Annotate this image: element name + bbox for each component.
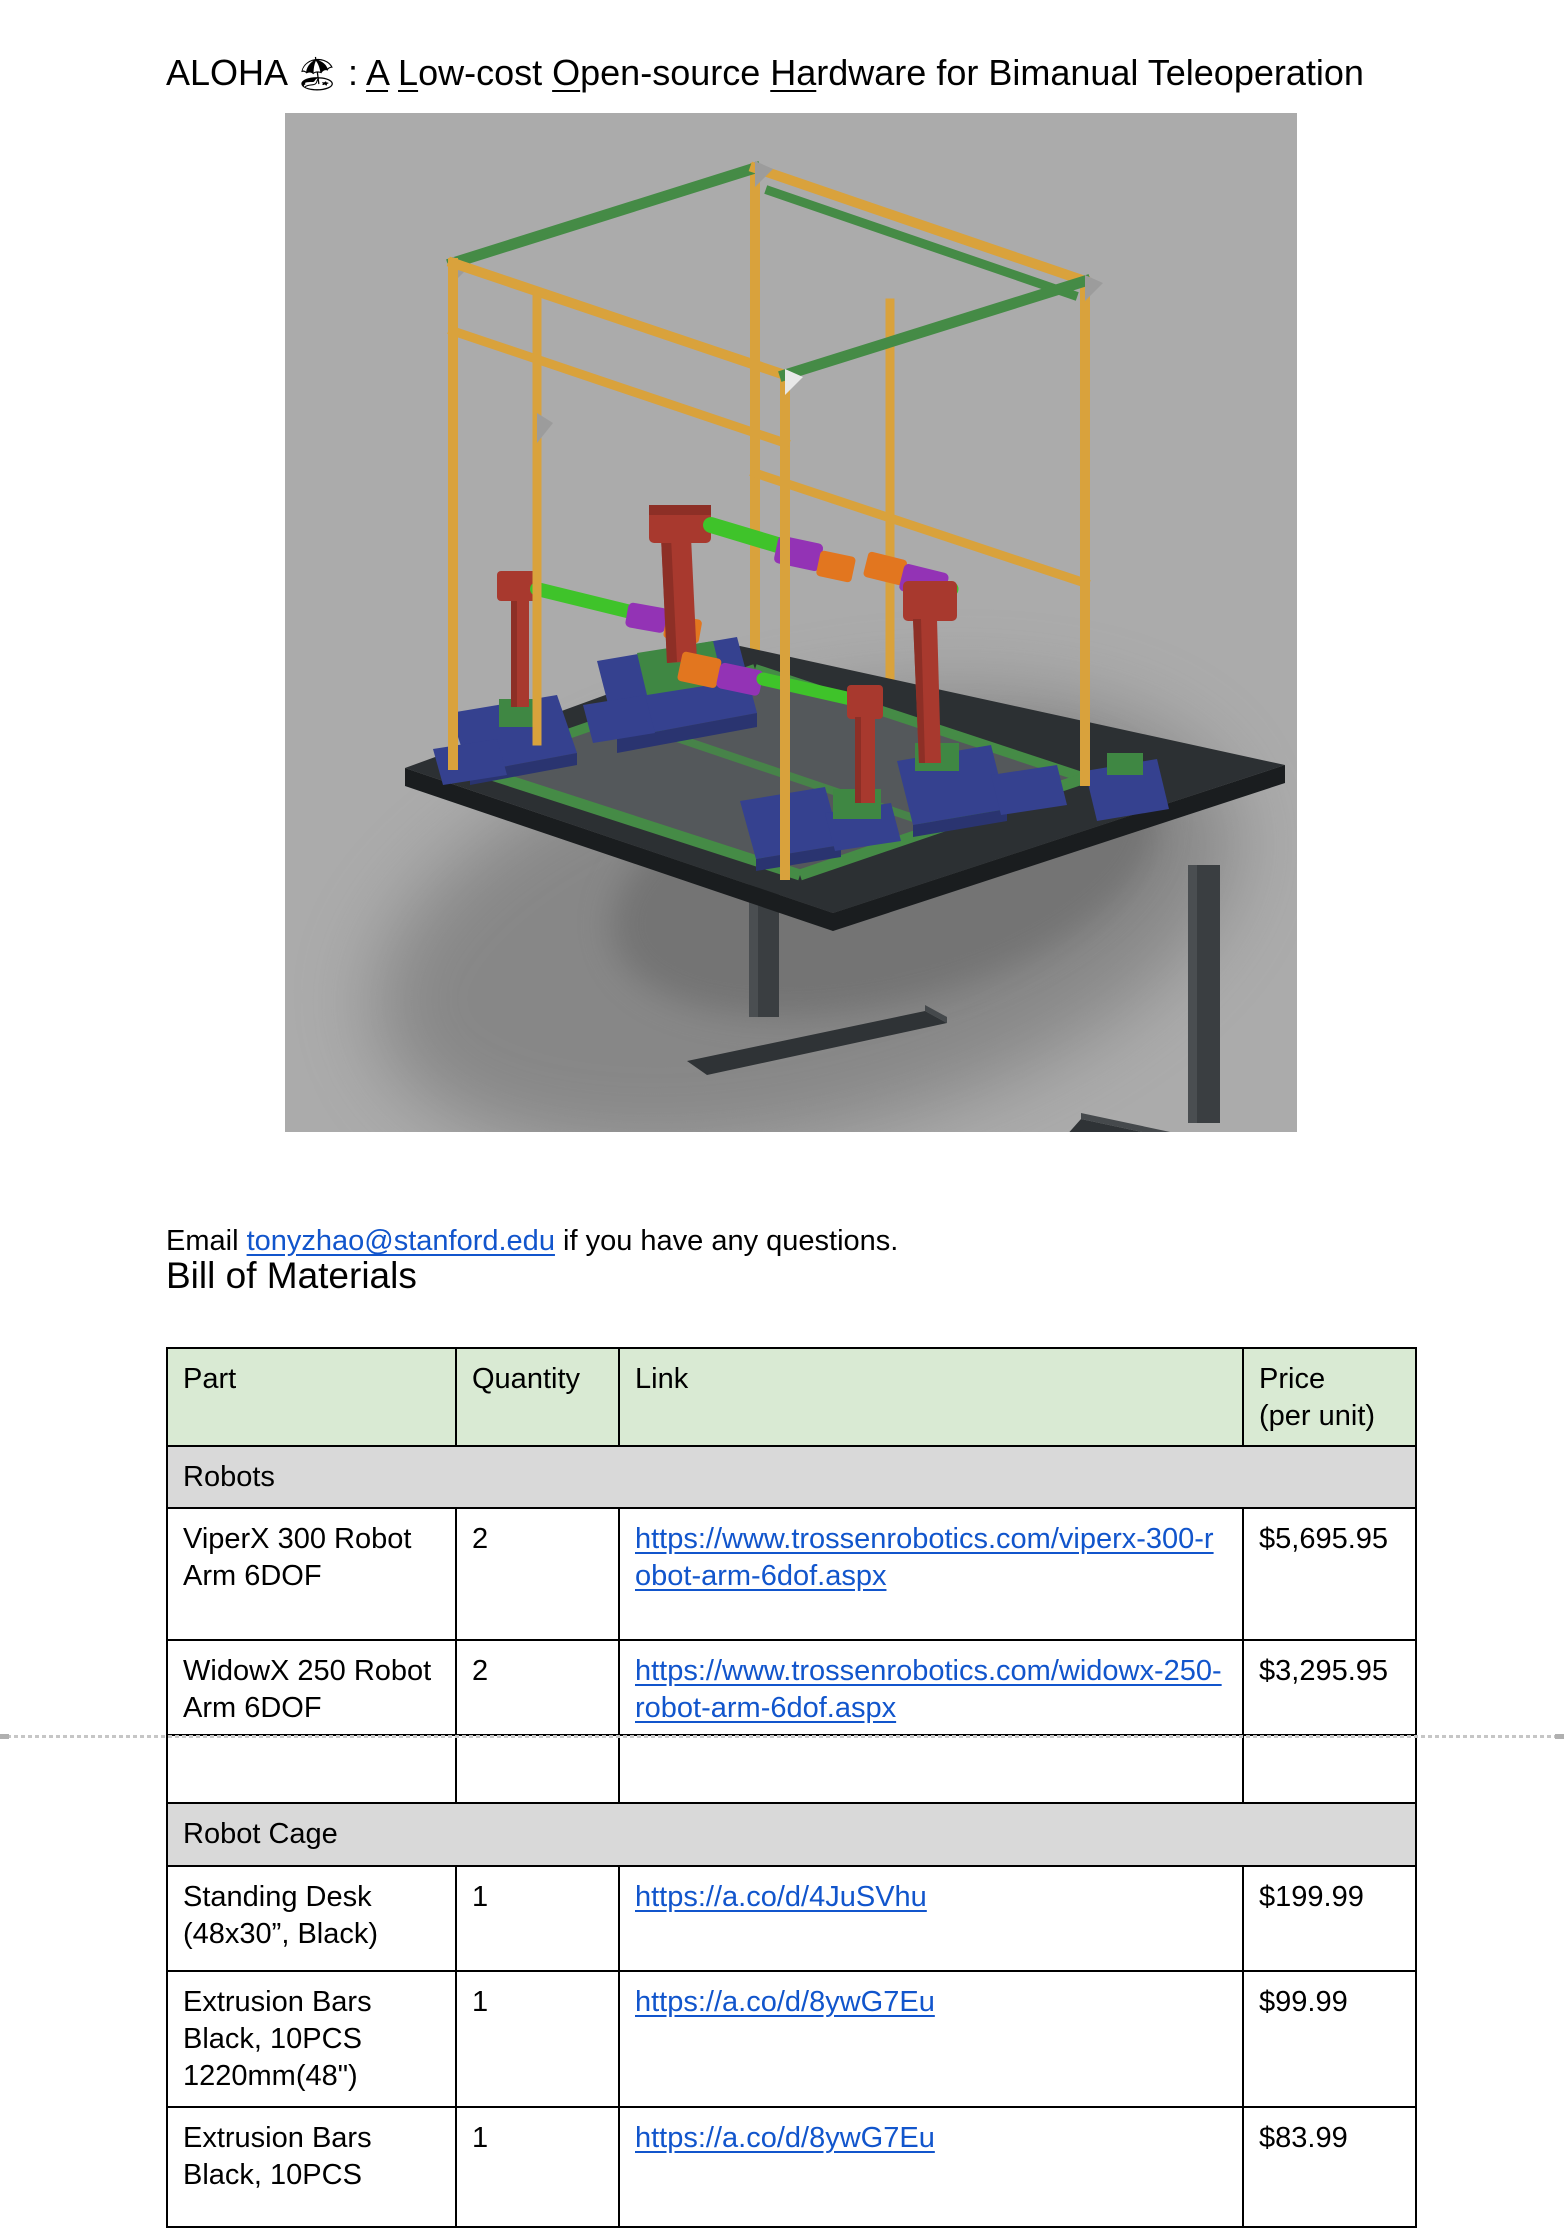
quantity-cell	[456, 1735, 619, 1803]
title-text: pen-source	[580, 52, 771, 94]
part-cell: ViperX 300 Robot Arm 6DOF	[167, 1508, 456, 1640]
price-cell: $199.99	[1243, 1866, 1416, 1971]
bill-of-materials-table	[166, 1347, 1417, 2228]
section-row-robots	[167, 1446, 1416, 1508]
product-link[interactable]: https://www.trossenrobotics.com/widowx-250-robot-arm-6dof.aspx	[635, 1655, 1222, 1724]
page-break-right-cap	[1555, 1734, 1564, 1739]
col-header-quantity: Quantity	[456, 1348, 619, 1446]
section-label: Robot Cage	[167, 1803, 1416, 1866]
product-link[interactable]: https://www.trossenrobotics.com/viperx-300-robot-arm-6dof.aspx	[635, 1523, 1214, 1592]
table-row	[167, 1971, 1416, 2107]
quantity-cell: 1	[456, 1866, 619, 1971]
quantity-cell: 1	[456, 2107, 619, 2227]
title-text: ow-cost	[418, 52, 553, 94]
contact-prefix: Email	[166, 1225, 247, 1257]
robot-cage-figure	[285, 113, 1297, 1132]
col-header-price	[1243, 1348, 1416, 1446]
title-underlined-letter: Ha	[770, 52, 817, 94]
quantity-cell: 2	[456, 1508, 619, 1640]
table-row	[167, 1735, 1416, 1803]
title-underlined-letter: A	[366, 52, 389, 94]
page-break-left-cap	[0, 1734, 9, 1739]
product-link[interactable]: https://a.co/d/8ywG7Eu	[635, 2122, 935, 2154]
price-cell: $3,295.95	[1243, 1640, 1416, 1735]
title-text: :	[337, 52, 366, 94]
price-cell: $99.99	[1243, 1971, 1416, 2107]
table-row	[167, 2107, 1416, 2227]
title-underlined-letter: L	[398, 52, 419, 94]
link-cell	[619, 2107, 1243, 2227]
part-cell: WidowX 250 Robot Arm 6DOF	[167, 1640, 456, 1735]
section-row-robot-cage	[167, 1803, 1416, 1866]
col-header-link: Link	[619, 1348, 1243, 1446]
link-cell	[619, 1866, 1243, 1971]
product-link[interactable]: https://a.co/d/4JuSVhu	[635, 1881, 927, 1913]
price-cell: $83.99	[1243, 2107, 1416, 2227]
title-text	[388, 52, 398, 93]
part-cell	[167, 1735, 456, 1803]
document-title	[166, 50, 1546, 97]
beach-umbrella-emoji: 🏖	[296, 55, 338, 93]
price-cell	[1243, 1735, 1416, 1803]
part-cell: Standing Desk (48x30”, Black)	[167, 1866, 456, 1971]
page-break-divider	[0, 1734, 1564, 1739]
bill-of-materials-heading: Bill of Materials	[166, 1255, 417, 1296]
table-row	[167, 1508, 1416, 1640]
product-link[interactable]: https://a.co/d/8ywG7Eu	[635, 1986, 935, 2018]
part-cell: Extrusion Bars Black, 10PCS	[167, 2107, 456, 2227]
title-text: rdware for Bimanual Teleoperation	[816, 52, 1364, 94]
price-cell: $5,695.95	[1243, 1508, 1416, 1640]
quantity-cell: 2	[456, 1640, 619, 1735]
quantity-cell: 1	[456, 1971, 619, 2107]
robot-cage-render	[285, 113, 1297, 1132]
title-underlined-letter: O	[552, 52, 581, 94]
table-row	[167, 1866, 1416, 1971]
email-link[interactable]: tonyzhao@stanford.edu	[246, 1225, 555, 1257]
page-break-dots	[0, 1735, 1564, 1738]
contact-suffix: if you have any questions.	[554, 1225, 899, 1257]
col-header-price-line1: Price	[1259, 1363, 1326, 1395]
col-header-price-line2: (per unit)	[1259, 1400, 1376, 1432]
section-label: Robots	[167, 1446, 1416, 1508]
part-cell: Extrusion Bars Black, 10PCS 1220mm(48")	[167, 1971, 456, 2107]
table-row	[167, 1640, 1416, 1735]
link-cell	[619, 1640, 1243, 1735]
title-text: ALOHA	[166, 52, 297, 94]
table-header-row	[167, 1348, 1416, 1446]
link-cell	[619, 1508, 1243, 1640]
col-header-part: Part	[167, 1348, 456, 1446]
link-cell	[619, 1971, 1243, 2107]
link-cell	[619, 1735, 1243, 1803]
